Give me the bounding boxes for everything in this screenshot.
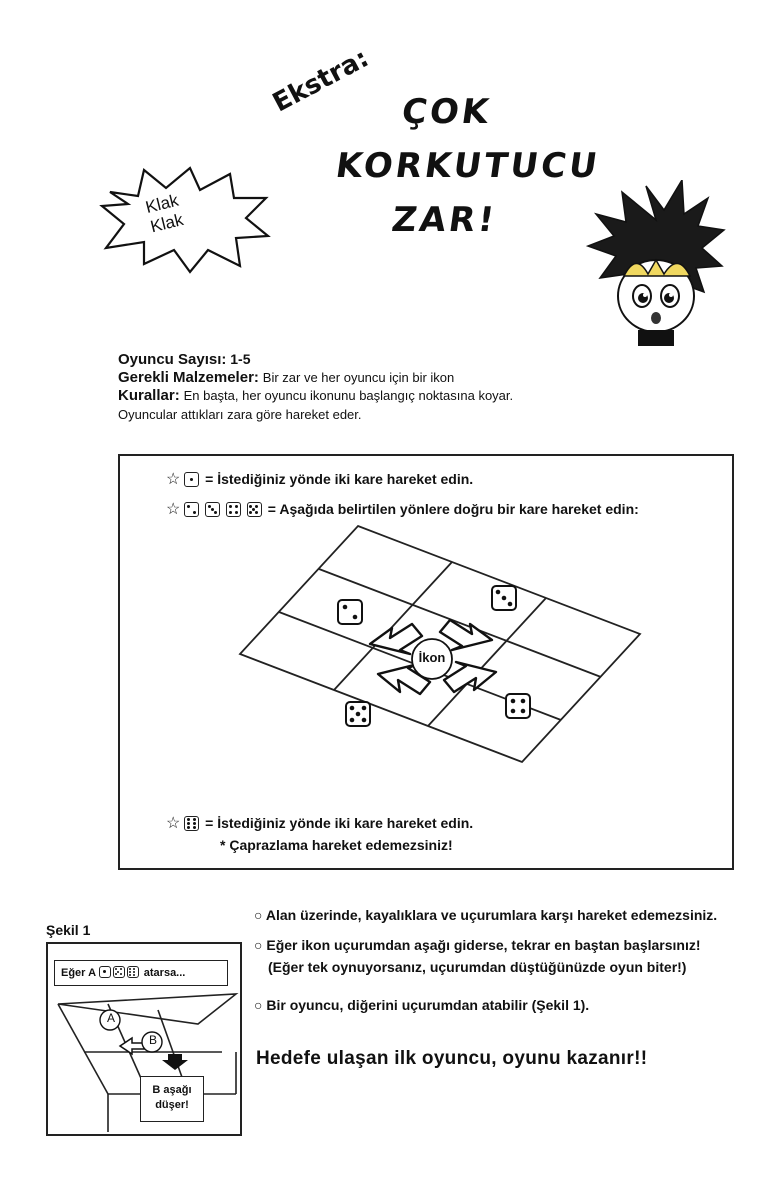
- rule-six-note: * Çaprazlama hareket edemezsiniz!: [220, 837, 453, 853]
- materials-value: Bir zar ve her oyuncu için bir ikon: [262, 370, 455, 385]
- sfx-line-2: Klak: [148, 209, 186, 237]
- rule-two-text: = Aşağıda belirtilen yönlere doğru bir kare hareket edin:: [267, 501, 639, 517]
- rule-six-text: = İstediğiniz yönde iki kare hareket edin.: [205, 815, 474, 831]
- materials-label: Gerekli Malzemeler:: [118, 369, 259, 386]
- star-icon: ☆: [166, 471, 181, 488]
- figure-speech-bubble: [54, 960, 228, 986]
- players-label: Oyuncu Sayısı:: [118, 351, 227, 368]
- die-six-icon: [184, 816, 199, 831]
- burst-shape-icon: [98, 164, 274, 274]
- fall-arrow-icon: [162, 1054, 188, 1070]
- rules-value-2: Oyuncular attıkları zara göre hareket eder.: [118, 407, 362, 422]
- token-b-label: B: [148, 1033, 157, 1047]
- die-one-icon: [99, 966, 111, 978]
- sound-effect-burst: [98, 164, 274, 274]
- star-icon: ☆: [166, 815, 181, 832]
- dice-rules-box: [118, 454, 734, 870]
- fall-line-2: düşer!: [155, 1099, 189, 1111]
- bullet-push: [254, 996, 589, 1015]
- die-five-icon: [113, 966, 125, 978]
- board-die-three: [492, 586, 516, 610]
- bullet-cliffs: [254, 906, 717, 925]
- players-value: 1-5: [230, 351, 251, 367]
- bubble-suffix: atarsa...: [143, 967, 186, 979]
- sfx-line-1: Klak: [143, 190, 181, 218]
- rule-one-pip: [166, 470, 473, 489]
- fall-line-1: B aşağı: [152, 1084, 192, 1096]
- token-label: İkon: [418, 650, 446, 665]
- bullet-text-2: Eğer ikon uçurumdan aşağı giderse, tekrar en baştan başlarsınız!: [266, 937, 701, 953]
- figure-one-box: [46, 942, 242, 1136]
- rules-label: Kurallar:: [118, 387, 180, 404]
- rules-value-1: En başta, her oyuncu ikonunu başlangıç noktasına koyar.: [183, 388, 514, 403]
- token-a-label: A: [106, 1011, 115, 1025]
- rules-row: [118, 386, 513, 405]
- figure-label: Şekil 1: [46, 922, 91, 938]
- bullet-text-1: Alan üzerinde, kayalıklara ve uçurumlara karşı hareket edemezsiniz.: [265, 907, 718, 923]
- rule-six-pip: [166, 814, 473, 833]
- ekstra-label: Ekstra:: [268, 43, 374, 119]
- bullet-solo-note: (Eğer tek oynuyorsanız, uçurumdan düştüğünüzde oyun biter!): [268, 959, 687, 975]
- character-drawing-icon: [586, 180, 726, 350]
- win-condition: Hedefe ulaşan ilk oyuncu, oyunu kazanır!!: [256, 1048, 648, 1069]
- board-die-two: [338, 600, 362, 624]
- die-six-icon: [127, 966, 139, 978]
- die-one-icon: [184, 472, 199, 487]
- fall-caption-box: [140, 1076, 204, 1122]
- star-icon: ☆: [166, 501, 181, 518]
- arrow-down-right-icon: [444, 662, 496, 692]
- board-die-five: [346, 702, 370, 726]
- die-two-icon: [184, 502, 199, 517]
- rule-one-text: = İstediğiniz yönde iki kare hareket edin.: [205, 471, 474, 487]
- bullet-text-4: Bir oyuncu, diğerini uçurumdan atabilir (Şekil 1).: [266, 997, 590, 1013]
- materials-row: [118, 368, 454, 387]
- bubble-prefix: Eğer A: [61, 967, 96, 979]
- movement-board-diagram: [220, 524, 660, 764]
- title-line-2: KORKUTUCU: [333, 146, 603, 186]
- title-line-1: ÇOK: [399, 92, 495, 132]
- bullet-fall: [254, 936, 701, 955]
- die-three-icon: [205, 502, 220, 517]
- bullet-circle-icon: ○: [254, 907, 263, 923]
- bullet-circle-icon: ○: [254, 937, 263, 953]
- players-row: [118, 350, 251, 369]
- title-line-3: ZAR!: [389, 200, 500, 240]
- bullet-circle-icon: ○: [254, 997, 263, 1013]
- board-die-four: [506, 694, 530, 718]
- rules-row-2: [118, 405, 362, 424]
- rule-two-to-five: [166, 500, 639, 519]
- character-illustration: [586, 180, 726, 350]
- die-four-icon: [226, 502, 241, 517]
- die-five-icon: [247, 502, 262, 517]
